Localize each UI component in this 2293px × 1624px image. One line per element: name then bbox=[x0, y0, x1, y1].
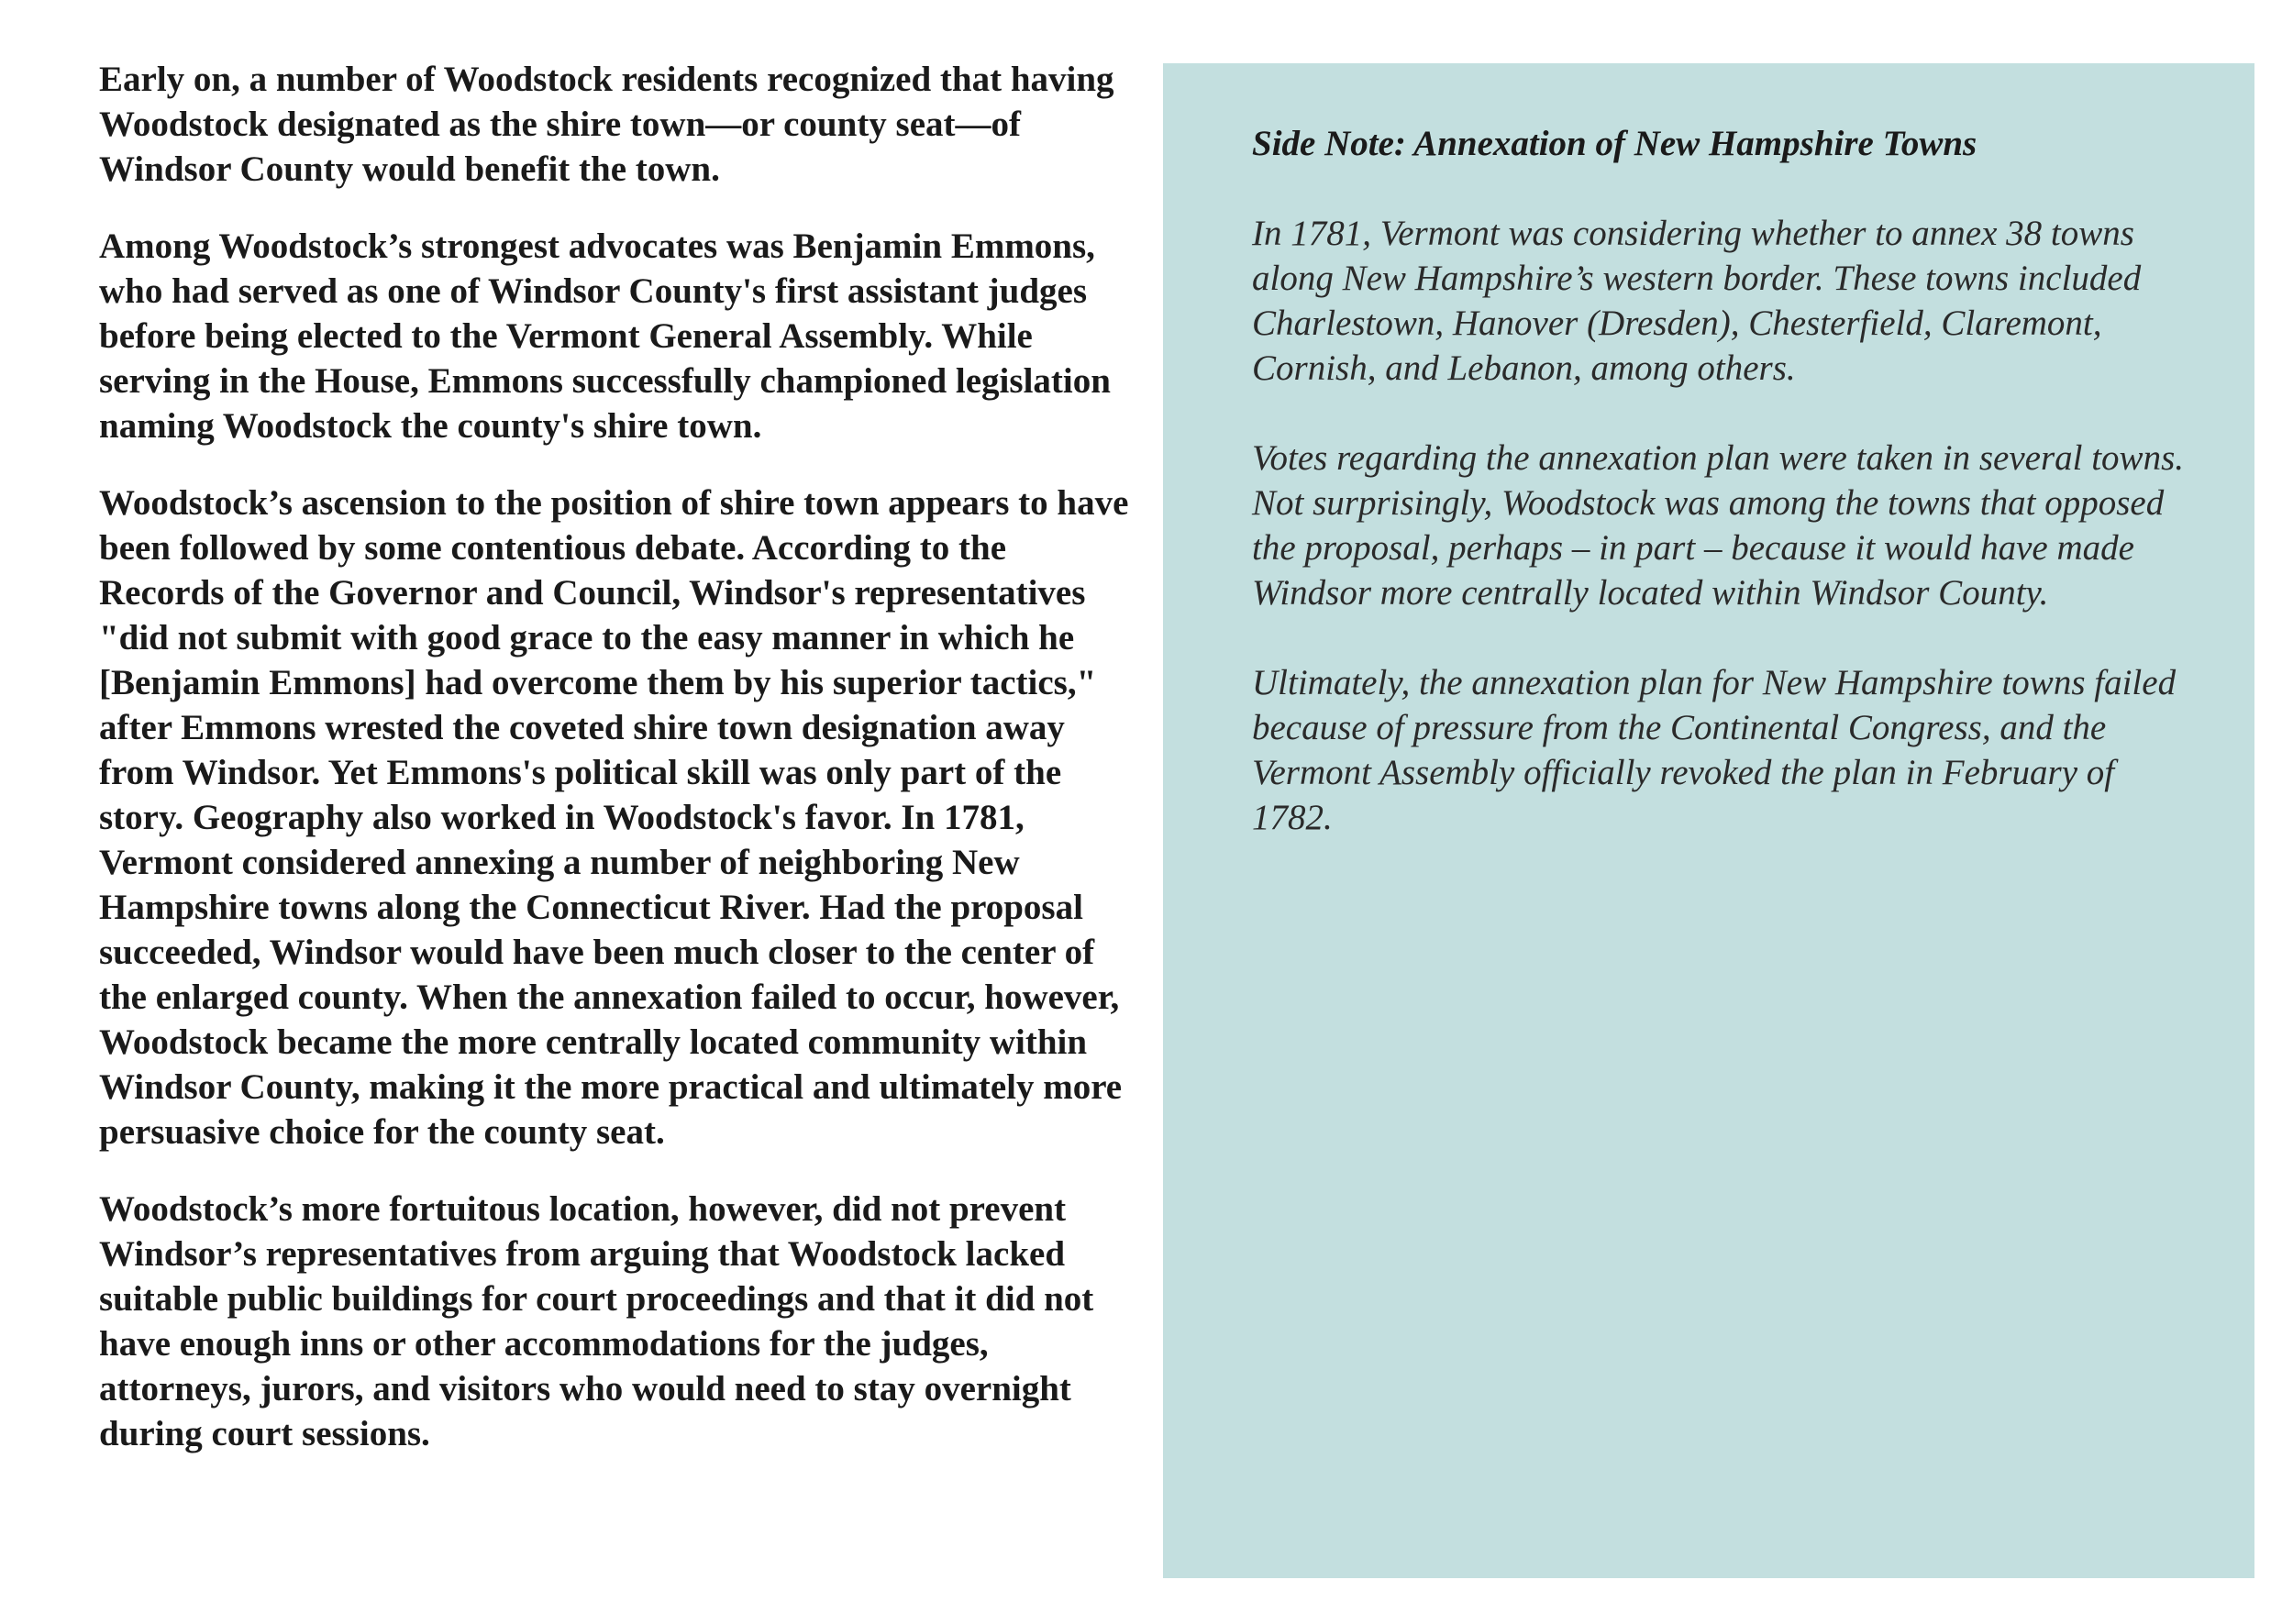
side-note-paragraph-3: Ultimately, the annexation plan for New Hampshire towns failed because of pressure from the Continental Congress, and the Vermont Assembly officially revoked the plan in February of 1782. bbox=[1252, 663, 2177, 837]
main-paragraph-3: Woodstock’s ascension to the position of shire town appears to have been followed by some contentious debate. According to the Records of the Governor and Council, Windsor's representatives "did not submit with good grace to the easy manner in which he [Benjamin Emmons] had overcome them by his superior tactics," after Emmons wrested the coveted shire town designation away from Windsor. Yet Emmons's political skill was only part of the story. Geography also worked in Woodstock's favor. In 1781, Vermont considered annexing a number of neighboring New Hampshire towns along the Connecticut River. Had the proposal succeeded, Windsor would have been much closer to the center of the enlarged county. When the annexation failed to occur, however, Woodstock became the more centrally located community within Windsor County, making it the more practical and ultimately more persuasive choice for the county seat. bbox=[99, 483, 1129, 1152]
side-note-paragraph-1: In 1781, Vermont was considering whether to annex 38 towns along New Hampshire’s western border. These towns included Charlestown, Hanover (Dresden), Chesterfield, Claremont, Cornish, and Lebanon, among others. bbox=[1252, 214, 2142, 388]
side-note-title: Side Note: Annexation of New Hampshire Towns bbox=[1252, 124, 1977, 163]
main-paragraph-4: Woodstock’s more fortuitous location, however, did not prevent Windsor’s representatives from arguing that Woodstock lacked suitable public buildings for court proceedings and that it did not have enough inns or other accommodations for the judges, attorneys, jurors, and visitors who would need to stay overnight during court sessions. bbox=[99, 1189, 1094, 1453]
side-note-paragraph-2: Votes regarding the annexation plan were taken in several towns. Not surprisingly, Woodstock was among the towns that opposed the proposal, perhaps – in part – because it would have made Windsor more centrally located within Windsor County. bbox=[1252, 438, 2184, 613]
main-text-column bbox=[99, 57, 1135, 1488]
main-paragraph-1: Early on, a number of Woodstock residents recognized that having Woodstock designated as the shire town—or county seat—of Windsor County would benefit the town. bbox=[99, 60, 1114, 189]
side-note-box bbox=[1163, 63, 2254, 1578]
main-paragraph-2: Among Woodstock’s strongest advocates was Benjamin Emmons, who had served as one of Windsor County's first assistant judges before being elected to the Vermont General Assembly. While serving in the House, Emmons successfully championed legislation naming Woodstock the county's shire town. bbox=[99, 226, 1111, 446]
